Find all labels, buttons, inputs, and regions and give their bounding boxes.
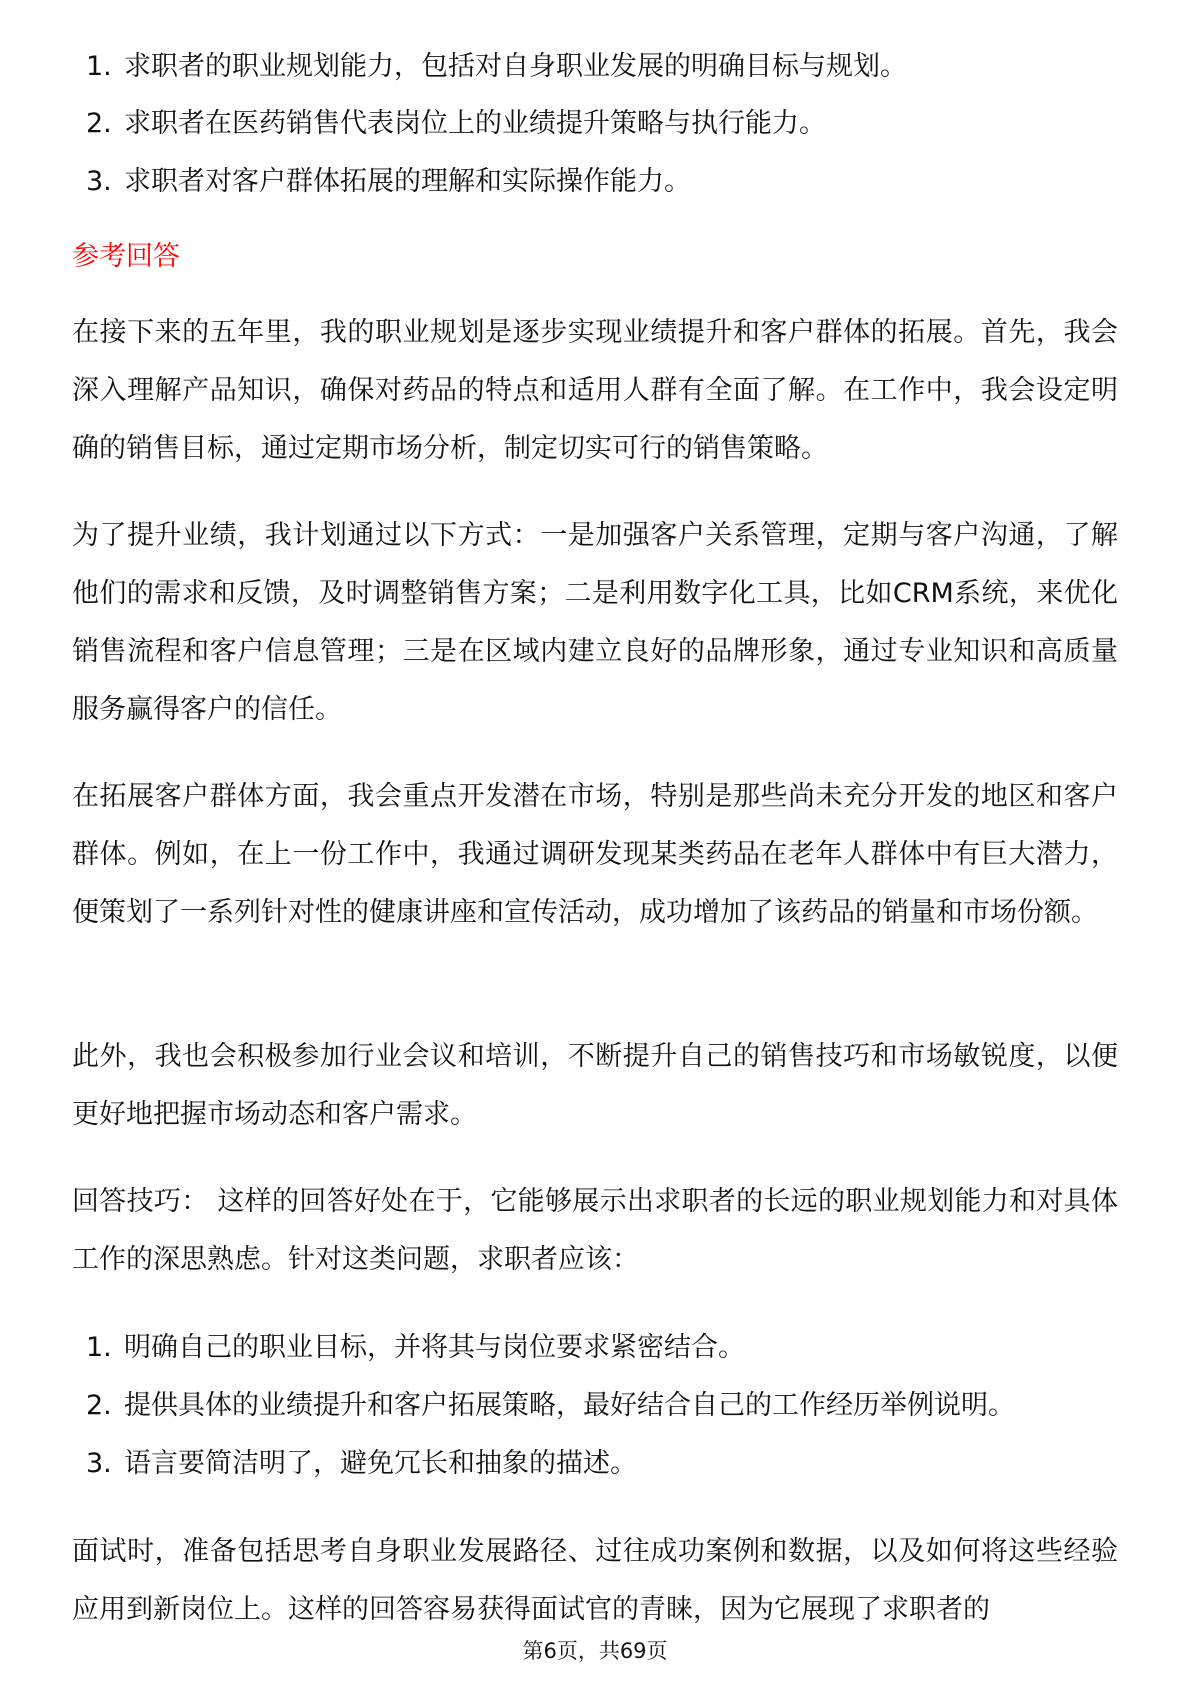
- paragraph: 为了提升业绩，我计划通过以下方式：一是加强客户关系管理，定期与客户沟通，了解他们的需求和反馈，及时调整销售方案；二是利用数字化工具，比如CRM系统，来优化销售流程和客户信息管理；三是在区域内建立良好的品牌形象，通过专业知识和高质量服务赢得客户的信任。: [72, 520, 1118, 725]
- list-text: 语言要简洁明了，避免冗长和抽象的描述。: [124, 1448, 637, 1479]
- list-text: 提供具体的业绩提升和客户拓展策略，最好结合自己的工作经历举例说明。: [124, 1390, 1015, 1421]
- list-item: [86, 38, 907, 96]
- list-text: 求职者对客户群体拓展的理解和实际操作能力。: [124, 166, 691, 197]
- page-number: 第6页，共69页: [522, 1639, 668, 1663]
- paragraph: 面试时，准备包括思考自身职业发展路径、过往成功案例和数据，以及如何将这些经验应用到新岗位上。这样的回答容易获得面试官的青睐，因为它展现了求职者的: [72, 1536, 1118, 1625]
- list-number: 2.: [86, 108, 112, 139]
- paragraph: 在拓展客户群体方面，我会重点开发潜在市场，特别是那些尚未充分开发的地区和客户群体。例如，在上一份工作中，我通过调研发现某类药品在老年人群体中有巨大潜力，便策划了一系列针对性的健康讲座和宣传活动，成功增加了该药品的销量和市场份额。: [72, 781, 1118, 928]
- paragraph: 回答技巧： 这样的回答好处在于，它能够展示出求职者的长远的职业规划能力和对具体工作的深思熟虑。针对这类问题，求职者应该：: [72, 1186, 1118, 1275]
- paragraph: 在接下来的五年里，我的职业规划是逐步实现业绩提升和客户群体的拓展。首先，我会深入理解产品知识，确保对药品的特点和适用人群有全面了解。在工作中，我会设定明确的销售目标，通过定期市场分析，制定切实可行的销售策略。: [72, 317, 1118, 464]
- list-number: 1.: [86, 51, 112, 82]
- list-text: 求职者在医药销售代表岗位上的业绩提升策略与执行能力。: [124, 108, 826, 139]
- list-text: 明确自己的职业目标，并将其与岗位要求紧密结合。: [124, 1332, 745, 1363]
- list-text: 求职者的职业规划能力，包括对自身职业发展的明确目标与规划。: [124, 51, 907, 82]
- list-number: 3.: [86, 166, 112, 197]
- list-item: [86, 153, 691, 211]
- list-item: [86, 1435, 637, 1493]
- list-item: [86, 95, 826, 153]
- list-number: 3.: [86, 1448, 112, 1479]
- list-item: [86, 1377, 1015, 1435]
- section-heading: 参考回答: [72, 241, 180, 272]
- paragraph: 此外，我也会积极参加行业会议和培训，不断提升自己的销售技巧和市场敏锐度，以便更好地把握市场动态和客户需求。: [72, 1041, 1118, 1130]
- list-item: [86, 1319, 745, 1377]
- list-number: 2.: [86, 1390, 112, 1421]
- list-number: 1.: [86, 1332, 112, 1363]
